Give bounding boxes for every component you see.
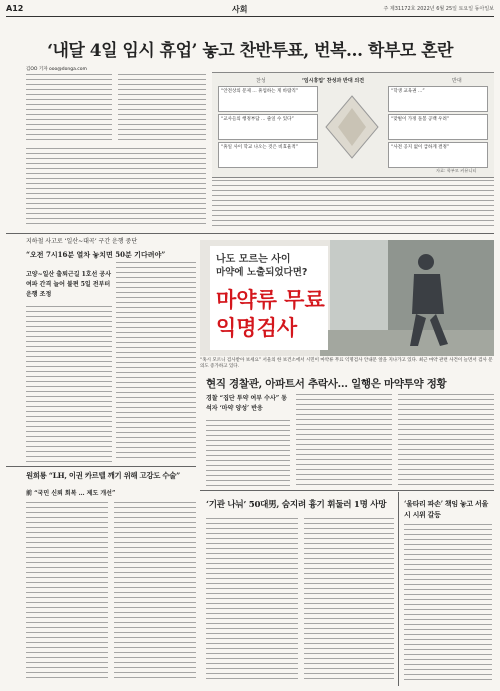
issue-meta: 주 제31172호 2022년 6월 25일 토요일 동아일보: [383, 6, 494, 12]
photo-caption: “혹시 모르니 검사받아 보세요” 서울의 한 보건소에서 시민이 마약류 무료 익명검사 안내문 앞을 지나가고 있다. 최근 마약 관련 사건이 늘면서 검사 문의도 증가하고 있다.: [200, 358, 493, 369]
top-story-right-text: [212, 180, 494, 230]
bottom-mid-text-col2: [304, 518, 394, 682]
top-byline: 김OO 기자 ooo@donga.com: [26, 67, 87, 72]
top-headline: ‘내달 4일 임시 휴업’ 놓고 찬반투표, 번복… 학부모 혼란: [47, 41, 453, 61]
mid-text-col3: [398, 394, 494, 486]
divider: [200, 490, 494, 491]
bottom-left-text-col1: [26, 502, 108, 682]
mid-text-col1: [206, 420, 290, 486]
top-story-text-col2: [118, 74, 206, 144]
sign-big-text2: 익명검사: [216, 316, 298, 340]
left-text-col1: [26, 306, 112, 462]
bottom-mid-headline: ‘기관 나눠’ 50대男, 숨지려 흉기 휘둘러 1명 사망: [206, 500, 387, 510]
left-kicker: 지하철 사고로 ‘일산~대곡’ 구간 운행 중단: [26, 238, 138, 245]
graphic-center-diamond: [322, 92, 382, 162]
graphic-box: “맞벌이 가정 돌봄 공백 우려”: [388, 114, 488, 140]
bottom-left-text-col2: [114, 502, 196, 682]
mid-text-col2: [296, 394, 392, 486]
bottom-left-sub: 前 “국민 신뢰 회복 … 제도 개선”: [26, 490, 116, 497]
sign-big-text1: 마약류 무료: [216, 288, 325, 312]
left-subhead: “오전 7시16분 열차 놓치면 50분 기다려야”: [26, 250, 166, 259]
bottom-right-text: [404, 524, 492, 682]
divider: [6, 233, 494, 234]
divider: [398, 492, 399, 686]
left-text-col2: [116, 262, 196, 462]
news-photo: [200, 240, 494, 356]
page-header: [6, 4, 494, 17]
mid-headline: 현직 경찰관, 아파트서 추락사… 일행은 마약투약 정황: [206, 378, 447, 390]
top-story-text-col1: [26, 74, 112, 144]
top-story-text-col3: [26, 148, 206, 228]
graphic-left-label: 찬성: [256, 78, 266, 84]
sign-board: [210, 246, 328, 350]
divider: [6, 466, 196, 467]
bottom-right-headline: ‘울타리 파손’ 책임 놓고 서울시 시위 갈등: [404, 499, 488, 519]
page-number: A12: [6, 4, 24, 13]
graphic-title: ‘임시휴업’ 찬성과 반대 의견: [301, 78, 365, 84]
sign-line1: 나도 모르는 사이: [216, 254, 291, 265]
left-side-summary: 고양~일산 출퇴근길 1호선 공사 여파 간격 늘어 불편 5일 전부터 운행 조정: [26, 271, 112, 298]
graphic-right-label: 반대: [452, 78, 462, 84]
graphic-box: “휴일 사이 학교 나오는 것은 비효율적”: [218, 142, 318, 168]
graphic-box: “학생 교육권 …”: [388, 86, 488, 112]
mid-summary: 경찰 “집단 투약 여부 수사” 동석자 ‘마약 양성’ 반응: [206, 395, 288, 412]
graphic-source: 자료: 학부모 커뮤니티: [436, 168, 477, 173]
graphic-box: “사전 공지 없이 급하게 결정”: [388, 142, 488, 168]
section-label: 사회: [232, 5, 248, 14]
bottom-mid-text-col1: [206, 518, 298, 682]
sign-line2: 마약에 노출되었다면?: [216, 267, 308, 278]
bottom-left-headline: 원희룡 “LH, 이권 카르텔 깨기 위해 고강도 수술”: [26, 471, 180, 480]
graphic-box: “교사들의 행정부담 … 줄일 수 있다”: [218, 114, 318, 140]
graphic-box: “안전상의 문제 … 휴업하는 게 바람직”: [218, 86, 318, 112]
